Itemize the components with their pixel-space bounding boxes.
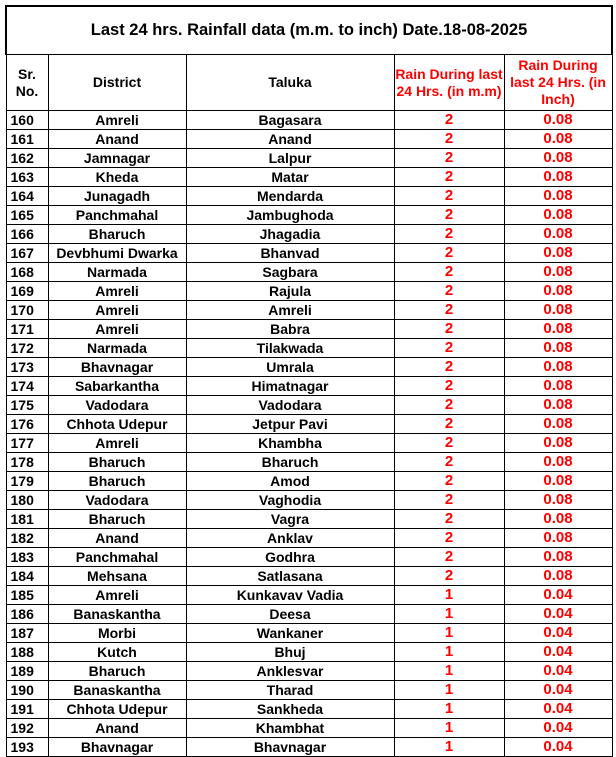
table-row — [6, 567, 612, 586]
cell-sr-no: 161 — [6, 130, 48, 149]
cell-rain-mm: 1 — [394, 586, 504, 605]
table-row — [6, 130, 612, 149]
cell-taluka: Anklav — [186, 529, 394, 548]
cell-rain-mm: 2 — [394, 149, 504, 168]
cell-district: Vadodara — [48, 491, 186, 510]
cell-rain-mm: 1 — [394, 700, 504, 719]
cell-rain-inch: 0.04 — [504, 605, 612, 624]
cell-rain-inch: 0.08 — [504, 510, 612, 529]
cell-sr-no: 175 — [6, 396, 48, 415]
cell-district: Chhota Udepur — [48, 700, 186, 719]
cell-sr-no: 172 — [6, 339, 48, 358]
cell-sr-no: 163 — [6, 168, 48, 187]
cell-rain-inch: 0.04 — [504, 738, 612, 757]
cell-taluka: Lalpur — [186, 149, 394, 168]
cell-sr-no: 165 — [6, 206, 48, 225]
cell-sr-no: 179 — [6, 472, 48, 491]
table-row — [6, 510, 612, 529]
table-row — [6, 719, 612, 738]
cell-sr-no: 188 — [6, 643, 48, 662]
cell-district: Amreli — [48, 586, 186, 605]
header-district: District — [48, 55, 186, 111]
table-row — [6, 149, 612, 168]
cell-district: Banaskantha — [48, 605, 186, 624]
cell-sr-no: 187 — [6, 624, 48, 643]
cell-sr-no: 164 — [6, 187, 48, 206]
cell-rain-mm: 2 — [394, 187, 504, 206]
cell-district: Panchmahal — [48, 206, 186, 225]
table-row — [6, 282, 612, 301]
cell-sr-no: 183 — [6, 548, 48, 567]
cell-sr-no: 193 — [6, 738, 48, 757]
cell-taluka: Sankheda — [186, 700, 394, 719]
cell-taluka: Anand — [186, 130, 394, 149]
rainfall-sheet — [5, 5, 611, 757]
cell-rain-mm: 2 — [394, 529, 504, 548]
cell-district: Bharuch — [48, 472, 186, 491]
cell-rain-mm: 1 — [394, 624, 504, 643]
cell-rain-inch: 0.08 — [504, 396, 612, 415]
cell-sr-no: 177 — [6, 434, 48, 453]
cell-taluka: Amreli — [186, 301, 394, 320]
cell-rain-mm: 2 — [394, 491, 504, 510]
cell-rain-mm: 2 — [394, 168, 504, 187]
cell-taluka: Bhanvad — [186, 244, 394, 263]
cell-rain-inch: 0.08 — [504, 301, 612, 320]
cell-sr-no: 178 — [6, 453, 48, 472]
table-row — [6, 301, 612, 320]
cell-rain-inch: 0.08 — [504, 263, 612, 282]
cell-sr-no: 180 — [6, 491, 48, 510]
cell-taluka: Vadodara — [186, 396, 394, 415]
cell-district: Bhavnagar — [48, 358, 186, 377]
table-body — [6, 111, 612, 757]
cell-taluka: Babra — [186, 320, 394, 339]
cell-taluka: Godhra — [186, 548, 394, 567]
cell-sr-no: 182 — [6, 529, 48, 548]
cell-rain-inch: 0.08 — [504, 358, 612, 377]
cell-sr-no: 189 — [6, 662, 48, 681]
cell-district: Anand — [48, 130, 186, 149]
cell-rain-inch: 0.04 — [504, 624, 612, 643]
cell-rain-inch: 0.08 — [504, 168, 612, 187]
cell-rain-mm: 2 — [394, 111, 504, 130]
cell-sr-no: 173 — [6, 358, 48, 377]
table-row — [6, 605, 612, 624]
cell-sr-no: 181 — [6, 510, 48, 529]
cell-taluka: Bhavnagar — [186, 738, 394, 757]
cell-taluka: Jetpur Pavi — [186, 415, 394, 434]
cell-district: Amreli — [48, 282, 186, 301]
cell-sr-no: 169 — [6, 282, 48, 301]
cell-rain-mm: 2 — [394, 225, 504, 244]
cell-taluka: Jhagadia — [186, 225, 394, 244]
cell-sr-no: 168 — [6, 263, 48, 282]
cell-taluka: Tharad — [186, 681, 394, 700]
cell-taluka: Bharuch — [186, 453, 394, 472]
cell-rain-mm: 1 — [394, 605, 504, 624]
cell-taluka: Amod — [186, 472, 394, 491]
cell-rain-mm: 2 — [394, 377, 504, 396]
cell-district: Junagadh — [48, 187, 186, 206]
cell-rain-inch: 0.04 — [504, 700, 612, 719]
cell-rain-inch: 0.08 — [504, 567, 612, 586]
table-row — [6, 244, 612, 263]
cell-rain-inch: 0.08 — [504, 149, 612, 168]
table-row — [6, 453, 612, 472]
cell-rain-inch: 0.04 — [504, 681, 612, 700]
cell-sr-no: 167 — [6, 244, 48, 263]
cell-rain-inch: 0.08 — [504, 111, 612, 130]
cell-rain-mm: 2 — [394, 434, 504, 453]
table-row — [6, 700, 612, 719]
cell-rain-mm: 2 — [394, 206, 504, 225]
cell-rain-inch: 0.04 — [504, 662, 612, 681]
header-taluka: Taluka — [186, 55, 394, 111]
cell-rain-mm: 2 — [394, 567, 504, 586]
cell-district: Bharuch — [48, 510, 186, 529]
cell-taluka: Jambughoda — [186, 206, 394, 225]
cell-district: Bharuch — [48, 662, 186, 681]
table-row — [6, 472, 612, 491]
cell-district: Narmada — [48, 339, 186, 358]
cell-rain-mm: 1 — [394, 681, 504, 700]
table-title: Last 24 hrs. Rainfall data (m.m. to inch) Date.18-08-2025 — [6, 6, 612, 55]
cell-sr-no: 191 — [6, 700, 48, 719]
cell-district: Amreli — [48, 111, 186, 130]
cell-rain-mm: 2 — [394, 453, 504, 472]
cell-taluka: Vaghodia — [186, 491, 394, 510]
cell-rain-mm: 2 — [394, 396, 504, 415]
cell-district: Kheda — [48, 168, 186, 187]
cell-rain-mm: 2 — [394, 472, 504, 491]
cell-district: Sabarkantha — [48, 377, 186, 396]
cell-taluka: Vagra — [186, 510, 394, 529]
table-row — [6, 415, 612, 434]
cell-rain-mm: 2 — [394, 282, 504, 301]
cell-rain-mm: 1 — [394, 662, 504, 681]
cell-rain-inch: 0.08 — [504, 225, 612, 244]
cell-rain-inch: 0.04 — [504, 586, 612, 605]
cell-district: Amreli — [48, 434, 186, 453]
cell-rain-inch: 0.08 — [504, 472, 612, 491]
table-row — [6, 529, 612, 548]
cell-rain-inch: 0.08 — [504, 377, 612, 396]
cell-taluka: Bagasara — [186, 111, 394, 130]
cell-district: Vadodara — [48, 396, 186, 415]
cell-district: Anand — [48, 719, 186, 738]
cell-sr-no: 192 — [6, 719, 48, 738]
table-row — [6, 339, 612, 358]
cell-rain-inch: 0.08 — [504, 415, 612, 434]
cell-taluka: Bhuj — [186, 643, 394, 662]
cell-sr-no: 186 — [6, 605, 48, 624]
cell-rain-mm: 1 — [394, 738, 504, 757]
table-row — [6, 586, 612, 605]
cell-rain-mm: 2 — [394, 548, 504, 567]
cell-rain-inch: 0.08 — [504, 282, 612, 301]
cell-sr-no: 171 — [6, 320, 48, 339]
table-row — [6, 396, 612, 415]
table-row — [6, 491, 612, 510]
cell-rain-inch: 0.04 — [504, 719, 612, 738]
cell-sr-no: 166 — [6, 225, 48, 244]
cell-sr-no: 160 — [6, 111, 48, 130]
cell-district: Amreli — [48, 320, 186, 339]
cell-sr-no: 190 — [6, 681, 48, 700]
cell-taluka: Mendarda — [186, 187, 394, 206]
cell-taluka: Sagbara — [186, 263, 394, 282]
cell-sr-no: 162 — [6, 149, 48, 168]
cell-district: Anand — [48, 529, 186, 548]
table-row — [6, 320, 612, 339]
cell-rain-inch: 0.08 — [504, 320, 612, 339]
cell-taluka: Khambhat — [186, 719, 394, 738]
cell-rain-inch: 0.08 — [504, 244, 612, 263]
rainfall-table — [5, 5, 613, 757]
table-row — [6, 662, 612, 681]
cell-rain-inch: 0.04 — [504, 643, 612, 662]
cell-rain-mm: 2 — [394, 339, 504, 358]
cell-rain-inch: 0.08 — [504, 434, 612, 453]
cell-rain-mm: 2 — [394, 244, 504, 263]
table-row — [6, 168, 612, 187]
table-row — [6, 681, 612, 700]
cell-district: Narmada — [48, 263, 186, 282]
cell-taluka: Anklesvar — [186, 662, 394, 681]
cell-sr-no: 170 — [6, 301, 48, 320]
cell-taluka: Tilakwada — [186, 339, 394, 358]
table-row — [6, 263, 612, 282]
table-row — [6, 187, 612, 206]
cell-rain-inch: 0.08 — [504, 529, 612, 548]
cell-taluka: Matar — [186, 168, 394, 187]
table-row — [6, 358, 612, 377]
cell-district: Panchmahal — [48, 548, 186, 567]
cell-rain-mm: 2 — [394, 301, 504, 320]
table-row — [6, 738, 612, 757]
cell-district: Bharuch — [48, 453, 186, 472]
cell-rain-inch: 0.08 — [504, 130, 612, 149]
header-rain-mm: Rain During last 24 Hrs. (in m.m) — [394, 55, 504, 111]
cell-rain-inch: 0.08 — [504, 339, 612, 358]
cell-taluka: Kunkavav Vadia — [186, 586, 394, 605]
cell-taluka: Deesa — [186, 605, 394, 624]
cell-district: Mehsana — [48, 567, 186, 586]
cell-sr-no: 176 — [6, 415, 48, 434]
cell-rain-mm: 2 — [394, 320, 504, 339]
cell-rain-mm: 2 — [394, 510, 504, 529]
table-row — [6, 624, 612, 643]
cell-rain-mm: 1 — [394, 719, 504, 738]
table-row — [6, 434, 612, 453]
cell-rain-inch: 0.08 — [504, 206, 612, 225]
cell-rain-inch: 0.08 — [504, 187, 612, 206]
cell-rain-mm: 2 — [394, 415, 504, 434]
cell-district: Amreli — [48, 301, 186, 320]
header-sr-no: Sr. No. — [6, 55, 48, 111]
cell-rain-mm: 2 — [394, 358, 504, 377]
cell-district: Banaskantha — [48, 681, 186, 700]
cell-district: Devbhumi Dwarka — [48, 244, 186, 263]
cell-taluka: Wankaner — [186, 624, 394, 643]
cell-rain-mm: 2 — [394, 130, 504, 149]
cell-district: Bhavnagar — [48, 738, 186, 757]
cell-district: Morbi — [48, 624, 186, 643]
cell-taluka: Satlasana — [186, 567, 394, 586]
cell-district: Chhota Udepur — [48, 415, 186, 434]
cell-district: Bharuch — [48, 225, 186, 244]
cell-taluka: Khambha — [186, 434, 394, 453]
table-row — [6, 206, 612, 225]
table-row — [6, 111, 612, 130]
table-row — [6, 225, 612, 244]
cell-sr-no: 185 — [6, 586, 48, 605]
table-row — [6, 377, 612, 396]
header-rain-inch: Rain During last 24 Hrs. (in Inch) — [504, 55, 612, 111]
table-row — [6, 548, 612, 567]
header-row — [6, 55, 612, 111]
cell-taluka: Umrala — [186, 358, 394, 377]
cell-rain-inch: 0.08 — [504, 491, 612, 510]
cell-sr-no: 184 — [6, 567, 48, 586]
cell-rain-mm: 1 — [394, 643, 504, 662]
cell-district: Kutch — [48, 643, 186, 662]
cell-rain-mm: 2 — [394, 263, 504, 282]
cell-rain-inch: 0.08 — [504, 548, 612, 567]
cell-sr-no: 174 — [6, 377, 48, 396]
cell-district: Jamnagar — [48, 149, 186, 168]
cell-rain-inch: 0.08 — [504, 453, 612, 472]
cell-taluka: Himatnagar — [186, 377, 394, 396]
cell-taluka: Rajula — [186, 282, 394, 301]
table-row — [6, 643, 612, 662]
